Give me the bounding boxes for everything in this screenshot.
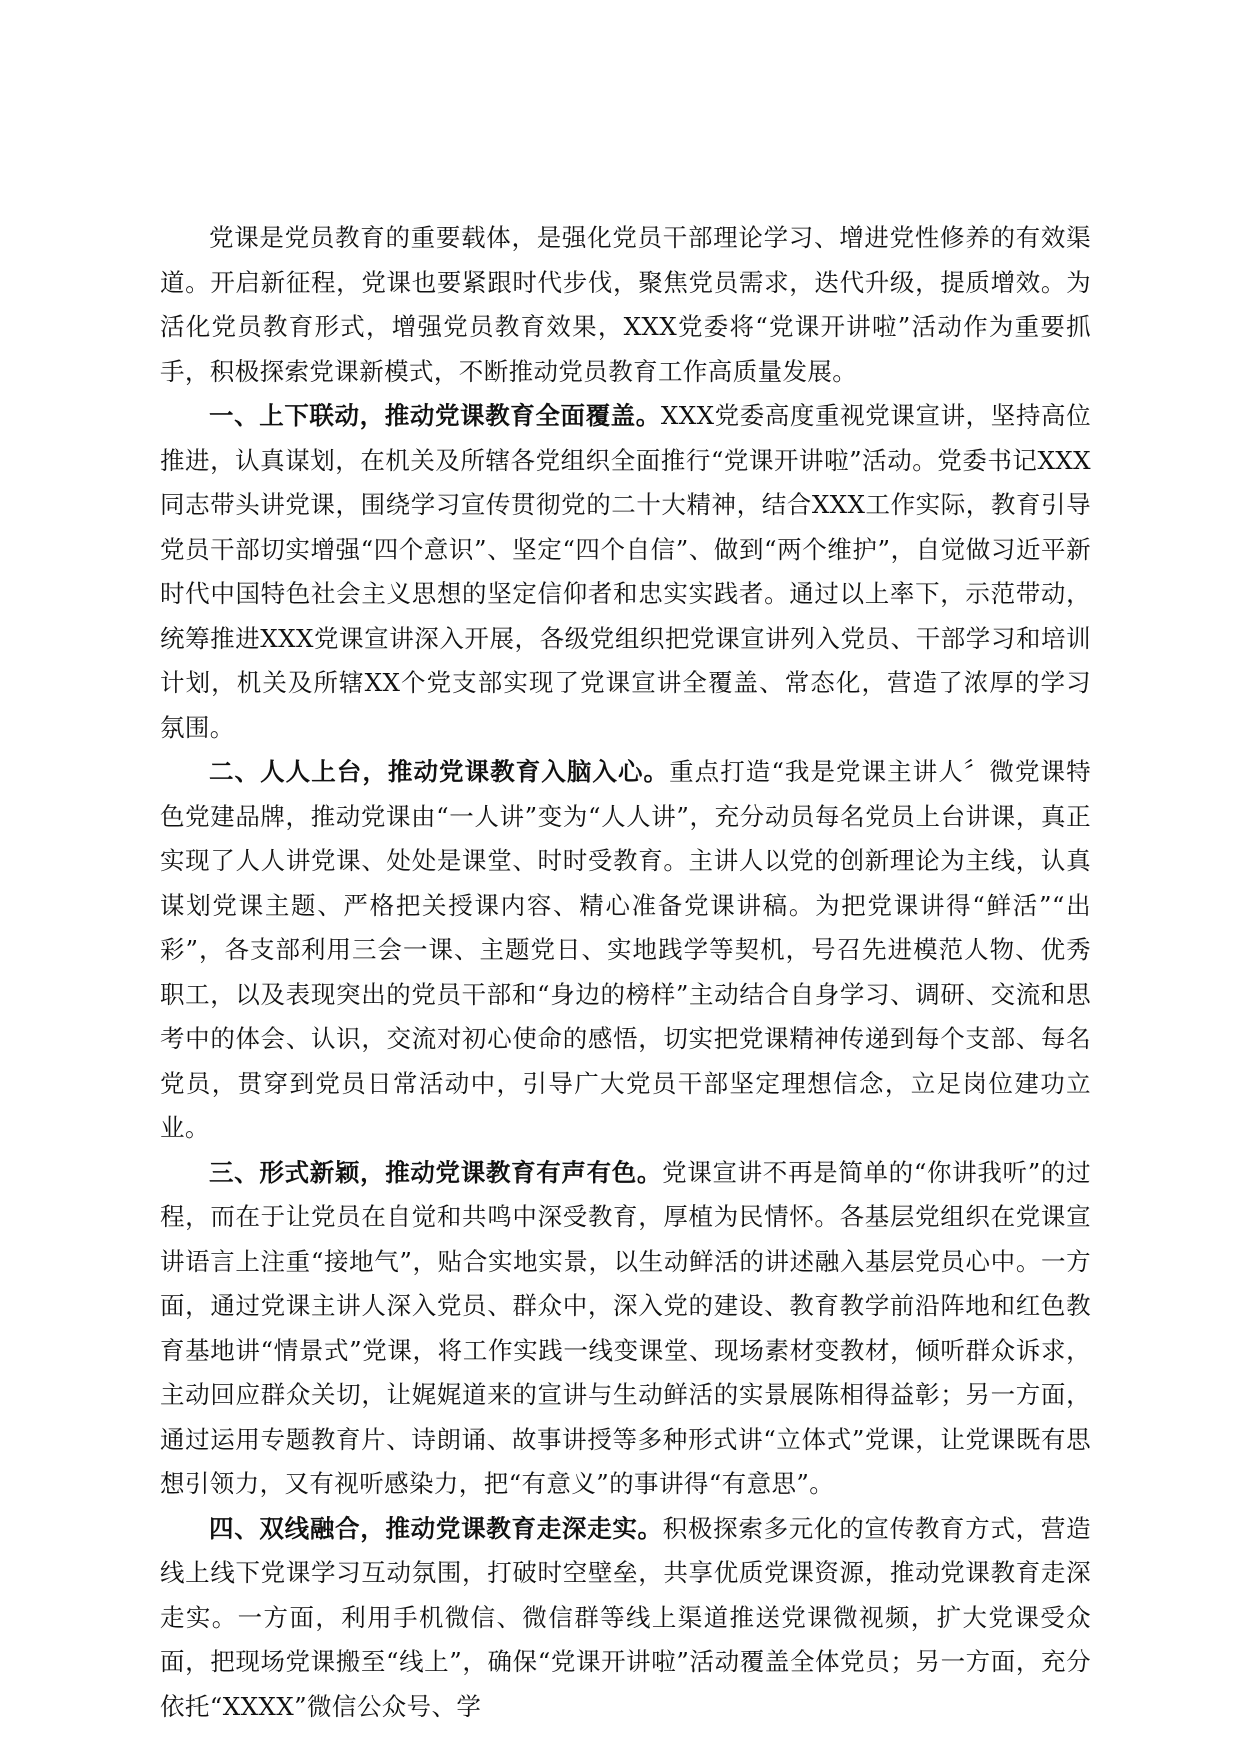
- paragraph-section-2: [160, 750, 1091, 1151]
- paragraph-section-3: [160, 1151, 1091, 1507]
- section-2-heading: 二、人人上台，推动党课教育入脑入心。: [209, 757, 670, 786]
- paragraph-section-1: [160, 394, 1091, 750]
- section-1-heading: 一、上下联动，推动党课教育全面覆盖。: [209, 401, 661, 430]
- paragraph-section-4: [160, 1507, 1091, 1730]
- section-4-body: 积极探索多元化的宣传教育方式，营造线上线下党课学习互动氛围，打破时空壁垒，共享优质党课资源，推动党课教育走深走实。一方面，利用手机微信、微信群等线上渠道推送党课微视频，扩大党课受众面，把现场党课搬至“线上”，确保“党课开讲啦”活动覆盖全体党员；另一方面，充分依托“XXXX”微信公众号、学: [160, 1513, 1091, 1721]
- section-4-heading: 四、双线融合，推动党课教育走深走实。: [209, 1513, 663, 1543]
- section-2-body: 重点打造“我是党课主讲人〞微党课特色党建品牌，推动党课由“一人讲”变为“人人讲”，充分动员每名党员上台讲课，真正实现了人人讲党课、处处是课堂、时时受教育。主讲人以党的创新理论为主线，认真谋划党课主题、严格把关授课内容、精心准备党课讲稿。为把党课讲得“鲜活”“出彩”，各支部利用三会一课、主题党日、实地践学等契机，号召先进模范人物、优秀职工，以及表现突出的党员干部和“身边的榜样”主动结合自身学习、调研、交流和思考中的体会、认识，交流对初心使命的感悟，切实把党课精神传递到每个支部、每名党员，贯穿到党员日常活动中，引导广大党员干部坚定理想信念，立足岗位建功立业。: [160, 757, 1091, 1142]
- paragraph-body: 党课是党员教育的重要载体，是强化党员干部理论学习、增进党性修养的有效渠道。开启新征程，党课也要紧跟时代步伐，聚焦党员需求，迭代升级，提质增效。为活化党员教育形式，增强党员教育效果，XXX党委将“党课开讲啦”活动作为重要抓手，积极探索党课新模式，不断推动党员教育工作高质量发展。: [160, 223, 1091, 386]
- paragraph-intro: [160, 216, 1091, 394]
- section-3-body: 党课宣讲不再是简单的“你讲我听”的过程，而在于让党员在自觉和共鸣中深受教育，厚植为民情怀。各基层党组织在党课宣讲语言上注重“接地气”，贴合实地实景，以生动鲜活的讲述融入基层党员心中。一方面，通过党课主讲人深入党员、群众中，深入党的建设、教育教学前沿阵地和红色教育基地讲“情景式”党课，将工作实践一线变课堂、现场素材变教材，倾听群众诉求，主动回应群众关切，让娓娓道来的宣讲与生动鲜活的实景展陈相得益彰；另一方面，通过运用专题教育片、诗朗诵、故事讲授等多种形式讲“立体式”党课，让党课既有思想引领力，又有视听感染力，把“有意义”的事讲得“有意思”。: [160, 1157, 1091, 1498]
- section-3-heading: 三、形式新颖，推动党课教育有声有色。: [209, 1157, 663, 1187]
- section-1-body: XXX党委高度重视党课宣讲，坚持高位推进，认真谋划，在机关及所辖各党组织全面推行“党课开讲啦”活动。党委书记XXX同志带头讲党课，围绕学习宣传贯彻党的二十大精神，结合XXX工作实际，教育引导党员干部切实增强“四个意识”、坚定“四个自信”、做到“两个维护”，自觉做习近平新时代中国特色社会主义思想的坚定信仰者和忠实实践者。通过以上率下，示范带动，统筹推进XXX党课宣讲深入开展，各级党组织把党课宣讲列入党员、干部学习和培训计划，机关及所辖XX个党支部实现了党课宣讲全覆盖、常态化，营造了浓厚的学习氛围。: [160, 401, 1091, 742]
